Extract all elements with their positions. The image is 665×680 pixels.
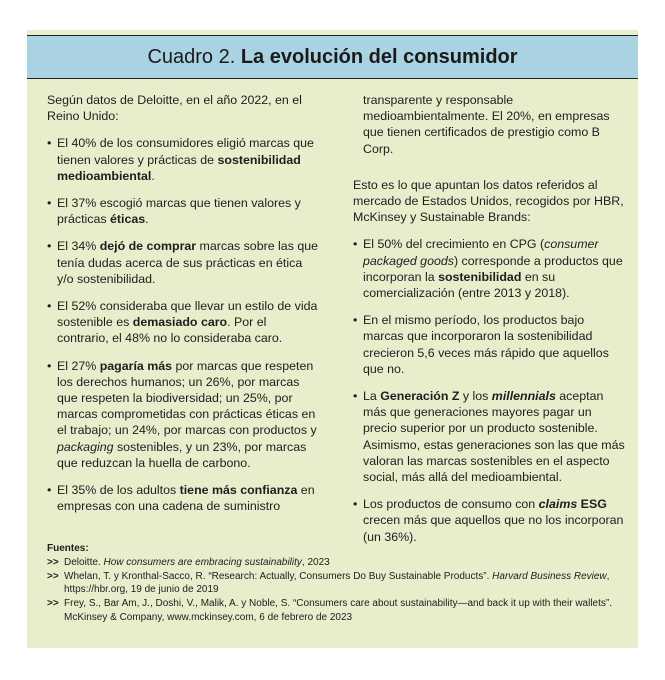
box-number: Cuadro 2.: [147, 46, 241, 68]
left-intro: Según datos de Deloitte, en el año 2022, en el Reino Unido:: [47, 93, 302, 124]
right-intro: Esto es lo que apuntan los datos referidos al mercado de Estados Unidos, recogidos por HBR, McKinsey y Sustainable Brands:: [353, 177, 624, 225]
sidebar-box: [27, 30, 638, 648]
list-item: • El 37% escogió marcas que tienen valores y prácticas éticas.: [47, 195, 319, 227]
list-item: • Los productos de consumo con claims ESG crecen más que aquellos que no los incorporan (un 36%).: [353, 496, 625, 545]
source-item: >> Frey, S., Bar Am, J., Doshi, V., Malik, A. y Noble, S. “Consumers care about sustainability—and back it up with their wallets”. McKinsey & Company, www.mckinsey.com, 6 de febrero de 2023: [47, 598, 612, 623]
left-column: [47, 92, 319, 525]
source-item: >> Whelan, T. y Kronthal-Sacco, R. “Research: Actually, Consumers Do Buy Sustainable Products”. Harvard Business Review, https://hbr.org, 19 de junio de 2019: [47, 570, 610, 596]
right-continuation: transparente y responsable medioambientalmente. El 20%, en empresas que tienen certificados de prestigio como B Corp.: [363, 93, 610, 156]
list-item: • La Generación Z y los millennials aceptan más que generaciones mayores pagar un precio superior por un producto sostenible. Asimismo, estas generaciones son las que más valoran las marcas sostenibles en el aspecto social, más allá del medioambiental.: [353, 388, 625, 485]
right-bullet-list: [353, 236, 625, 544]
list-item: • El 50% del crecimiento en CPG (consumer packaged goods) corresponde a productos que incorporan la sostenibilidad en su comercialización (entre 2013 y 2018).: [353, 236, 625, 301]
box-header: [27, 35, 638, 79]
box-title: La evolución del consumidor: [240, 46, 518, 68]
list-item: • En el mismo período, los productos bajo marcas que incorporaron la sostenibilidad crecieron 5,6 veces más rápido que aquellos que no.: [353, 312, 625, 377]
list-item: • El 40% de los consumidores eligió marcas que tienen valores y prácticas de sostenibilidad medioambiental.: [47, 135, 319, 184]
list-item: • El 35% de los adultos tiene más confianza en empresas con una cadena de suministro: [47, 482, 319, 514]
list-item: • El 34% dejó de comprar marcas sobre las que tenía dudas acerca de sus prácticas en ética y/o sostenibilidad.: [47, 238, 319, 287]
sources-section: [47, 542, 622, 625]
right-column: [353, 92, 625, 556]
arrow-icon: >>: [47, 570, 59, 582]
sources-title: Fuentes:: [47, 543, 89, 554]
source-item: >> Deloitte. How consumers are embracing sustainability, 2023: [47, 556, 330, 568]
list-item: • El 52% consideraba que llevar un estilo de vida sostenible es demasiado caro. Por el contrario, el 48% no lo consideraba caro.: [47, 298, 319, 347]
list-item: • El 27% pagaría más por marcas que respeten los derechos humanos; un 26%, por marcas que respeten la biodiversidad; un 25%, por marcas comprometidas con prácticas éticas en el trabajo; un 24%, por marcas con productos y packaging sostenibles, y un 23%, por marcas que reduzcan la huella de carbono.: [47, 358, 319, 471]
left-bullet-list: [47, 135, 319, 514]
arrow-icon: >>: [47, 598, 59, 610]
arrow-icon: >>: [47, 556, 59, 568]
